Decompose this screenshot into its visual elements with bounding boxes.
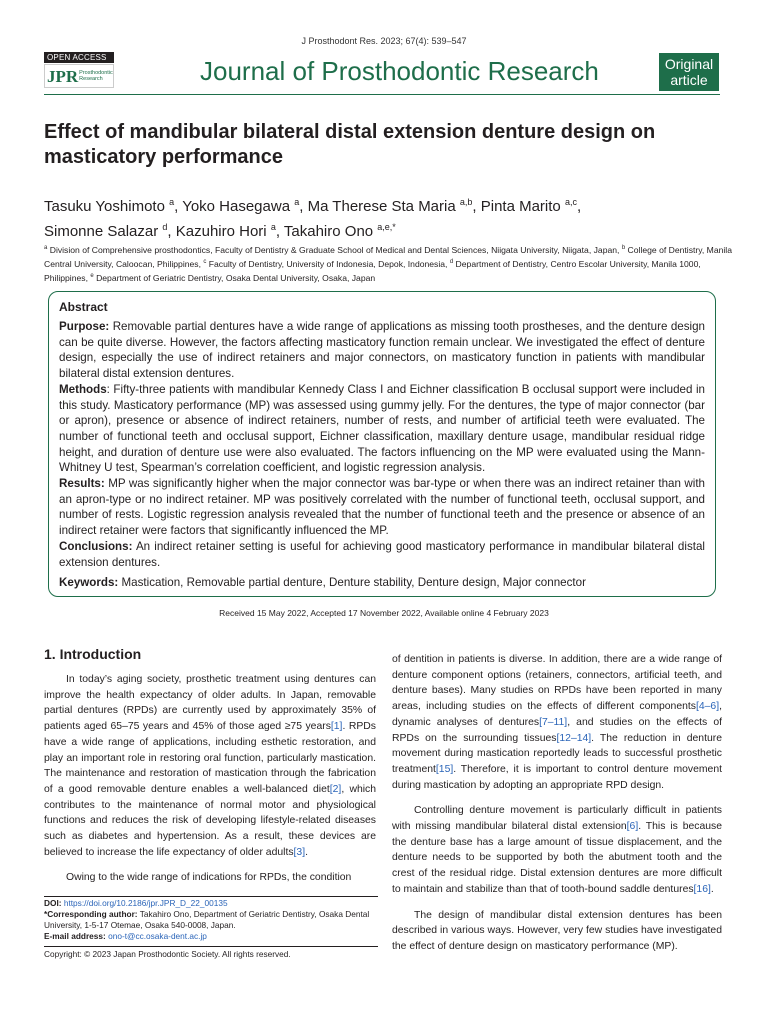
paragraph-text: Controlling denture movement is particularly difficult in patients with missing mandibular bilateral distal extension bbox=[392, 805, 722, 833]
affiliation-text: College of Dentistry, Manila Central University, Caloocan, Philippines, bbox=[44, 244, 732, 269]
author-affiliation-marker: a bbox=[169, 197, 175, 207]
intro-paragraph-3 bbox=[392, 652, 722, 793]
author-name: Kazuhiro Hori $^a$ bbox=[175, 222, 276, 240]
section-heading-introduction: 1. Introduction bbox=[44, 646, 142, 662]
corresponding-author: *Corresponding author: Takahiro Ono, Department of Geriatric Dentistry, Osaka Dental University, 1-5-17 Otemae, Osaka 540-0008, Japan. bbox=[44, 909, 370, 930]
affiliation-marker: c bbox=[203, 258, 207, 265]
logo-letters: JPR bbox=[47, 66, 79, 86]
citation-link[interactable]: [3] bbox=[293, 846, 306, 858]
abstract-purpose: Purpose: Removable partial dentures have a wide range of applications as missing tooth prostheses, and the denture design can be quite diverse. However, the factors affecting masticatory function remain unclear. We investigated the effect of denture design, especially the use of indirect retainers and major connectors, on masticatory function in patients with mandibular bilateral distal extension dentures. bbox=[59, 320, 705, 381]
author-list bbox=[44, 192, 734, 242]
logo-word-2: Research bbox=[79, 76, 103, 82]
affiliation-marker: d bbox=[449, 258, 454, 265]
author-name: Yoko Hasegawa $^a$ bbox=[182, 197, 300, 215]
copyright-divider bbox=[44, 946, 378, 947]
paragraph-text: . This is because the denture base has a large amount of tissue displacement, and the denture needs to be supported by both the abutment tooth and the crest of the residual ridge. Distal extension dentures are more difficult to maintain and stabilize than that of tooth-bound saddle dentures bbox=[392, 821, 722, 895]
paragraph-text: . Therefore, it is important to control denture movement during mastication by adopting an appropriate RPD design. bbox=[392, 763, 722, 791]
affiliation-text: Division of Comprehensive prosthodontics, Faculty of Dentistry & Graduate School of Medical and Dental Sciences, Niigata University, Niigata, Japan, bbox=[47, 244, 622, 255]
citation-link[interactable]: [16] bbox=[693, 883, 711, 895]
citation-link[interactable]: [7–11] bbox=[539, 716, 568, 728]
abstract-box bbox=[48, 291, 716, 597]
citation-link[interactable]: [6] bbox=[626, 821, 639, 833]
author-name: Takahiro Ono $^{a,e,*}$ bbox=[283, 222, 396, 240]
intro-paragraph-2: Owing to the wide range of indications for RPDs, the condition bbox=[66, 872, 352, 884]
left-column bbox=[44, 646, 376, 896]
footnote-divider bbox=[44, 896, 378, 897]
author-line-2: Simonne Salazar $^d$, Kazuhiro Hori $^a$, Takahiro Ono $^{a,e,*}$ bbox=[44, 222, 396, 240]
intro-paragraph-1 bbox=[44, 672, 376, 860]
affiliation-text: Faculty of Dentistry, University of Indonesia, Depok, Indonesia, bbox=[206, 258, 450, 269]
author-name: Simonne Salazar $^d$ bbox=[44, 222, 168, 240]
article-title: Effect of mandibular bilateral distal extension denture design on masticatory performance bbox=[44, 121, 656, 168]
intro-paragraph-5: The design of mandibular distal extension dentures has been described in various ways. However, very few studies have investigated the effect of denture design on masticatory performance (MP). bbox=[392, 909, 722, 952]
affiliation-marker: e bbox=[90, 272, 94, 279]
right-column bbox=[392, 652, 722, 965]
author-line-1: Tasuku Yoshimoto $^a$, Yoko Hasegawa $^a$, Ma Therese Sta Maria $^{a,b}$, Pinta Marito $^{a,c}$, bbox=[44, 197, 582, 215]
abstract-results: Results: MP was significantly higher when the major connector was bar-type or when there was an indirect retainer than with an apron-type or no indirect retainer. MP was positively correlated with the number of functional teeth, occlusal support, and number of rests. Logistic regression analysis revealed that the number of functional teeth and the presence or absence of an indirect retainer were factors that significantly influenced the MP. bbox=[59, 477, 705, 538]
email-line: E-mail address: ono-t@cc.osaka-dent.ac.jp bbox=[44, 931, 207, 941]
author-affiliation-marker: a,b bbox=[459, 197, 473, 207]
affiliations bbox=[44, 242, 734, 284]
author-name: Ma Therese Sta Maria $^{a,b}$ bbox=[307, 197, 473, 215]
author-affiliation-marker: a,c bbox=[564, 197, 577, 207]
journal-title: Journal of Prosthodontic Research bbox=[200, 56, 599, 86]
author-affiliation-marker: d bbox=[162, 222, 168, 232]
citation-link[interactable]: [1] bbox=[330, 721, 343, 733]
received-dates: Received 15 May 2022, Accepted 17 November 2022, Available online 4 February 2023 bbox=[219, 608, 549, 618]
abstract-heading: Abstract bbox=[59, 300, 108, 314]
affiliation-marker: a bbox=[44, 245, 48, 251]
paragraph-text: . The reduction in denture movement during mastication reportedly leads to successful prosthetic treatment bbox=[392, 732, 722, 775]
footnotes bbox=[44, 898, 378, 942]
intro-paragraph-4 bbox=[392, 803, 722, 897]
paragraph-text: . RPDs have a wide range of applications, including esthetic restoration, and play an important role in restoring oral function, particularly mastication. The maintenance and restoration of mastication through the fabrication of a good removable denture enables a well-balanced diet bbox=[44, 721, 376, 795]
affiliation-text: Department of Geriatric Dentistry, Osaka Dental University, Osaka, Japan bbox=[93, 272, 376, 283]
author-affiliation-marker: a bbox=[294, 197, 300, 207]
abstract-methods: Methods: Fifty-three patients with mandibular Kennedy Class I and Eichner classification B occlusal support were included in this study. Masticatory performance (MP) was assessed using gummy jelly. For the dentures, the type of major connector (bar or apron), presence or absence of indirect retainers, number of rests, and number of artificial teeth were evaluated. The number of functional teeth and occlusal support, Eichner classification, maxillary denture usage, mandibular residual ridge height, and duration of denture use were also evaluated. The factors influencing on the MP were evaluated using the Mann-Whitney U test, Spearman’s correlation coefficient, and logistic regression analysis. bbox=[59, 382, 705, 475]
paragraph-text: In today’s aging society, prosthetic treatment using dentures can improve the health expectancy of older adults. In Japan, removable partial dentures (RPDs) are currently used by approximately 35% of patients aged 65–75 years and 45% of those aged ≥75 years bbox=[44, 674, 376, 733]
author-affiliation-marker: a,e,* bbox=[377, 222, 396, 232]
abstract-conclusions: Conclusions: An indirect retainer setting is useful for achieving good masticatory performance in mandibular bilateral distal extension dentures. bbox=[59, 539, 705, 569]
citation-link[interactable]: [15] bbox=[435, 763, 454, 775]
author-name: Tasuku Yoshimoto $^a$ bbox=[44, 197, 175, 215]
paragraph-text: , which contributes to the maintenance of normal motor and physiological functions and reduces the risk of developing lifestyle-related diseases such as diabetes and hypertension. As a result, these devices are believed to increase the life expectancy of older adults bbox=[44, 783, 377, 858]
header-divider bbox=[44, 94, 720, 95]
journal-logo bbox=[44, 52, 114, 88]
affiliation-text: Department of Dentistry, Centro Escolar University, Manila 1000, Philippines, bbox=[44, 258, 701, 283]
citation-link[interactable]: [12–14] bbox=[556, 732, 592, 744]
citation-link[interactable]: [2] bbox=[329, 783, 342, 795]
jpr-logo-mark bbox=[44, 64, 114, 88]
copyright: Copyright: © 2023 Japan Prosthodontic Society. All rights reserved. bbox=[44, 949, 291, 959]
citation-link[interactable]: [4–6] bbox=[695, 701, 720, 713]
affiliation-marker: b bbox=[621, 245, 626, 251]
paragraph-text: . bbox=[305, 846, 308, 858]
journal-citation: J Prosthodont Res. 2023; 67(4): 539–547 bbox=[301, 36, 467, 46]
article-type-badge: Original article bbox=[659, 53, 719, 91]
author-affiliation-marker: a bbox=[270, 222, 276, 232]
email-link[interactable]: ono-t@cc.osaka-dent.ac.jp bbox=[108, 931, 207, 941]
logo-word-1: Prosthodontic bbox=[79, 70, 113, 76]
paragraph-text: , and studies on the effects of RPDs on the surrounding tissues bbox=[392, 716, 722, 744]
doi-line: DOI: https://doi.org/10.2186/jpr.JPR_D_22_00135 bbox=[44, 898, 228, 908]
paragraph-text: . bbox=[710, 883, 714, 895]
author-name: Pinta Marito $^{a,c}$ bbox=[480, 197, 577, 215]
open-access-badge: OPEN ACCESS bbox=[44, 52, 114, 63]
paragraph-text: , dynamic analyses of dentures bbox=[392, 701, 722, 728]
doi-link[interactable]: https://doi.org/10.2186/jpr.JPR_D_22_00135 bbox=[63, 898, 228, 908]
keywords: Keywords: Mastication, Removable partial denture, Denture stability, Denture design, Major connector bbox=[59, 576, 586, 590]
paragraph-text: of dentition in patients is diverse. In addition, there are a wide range of denture component options (retainers, connectors, artificial teeth, and denture bases). Many studies on RPDs have been reported in many areas, including studies on the effects of different components bbox=[392, 654, 722, 713]
